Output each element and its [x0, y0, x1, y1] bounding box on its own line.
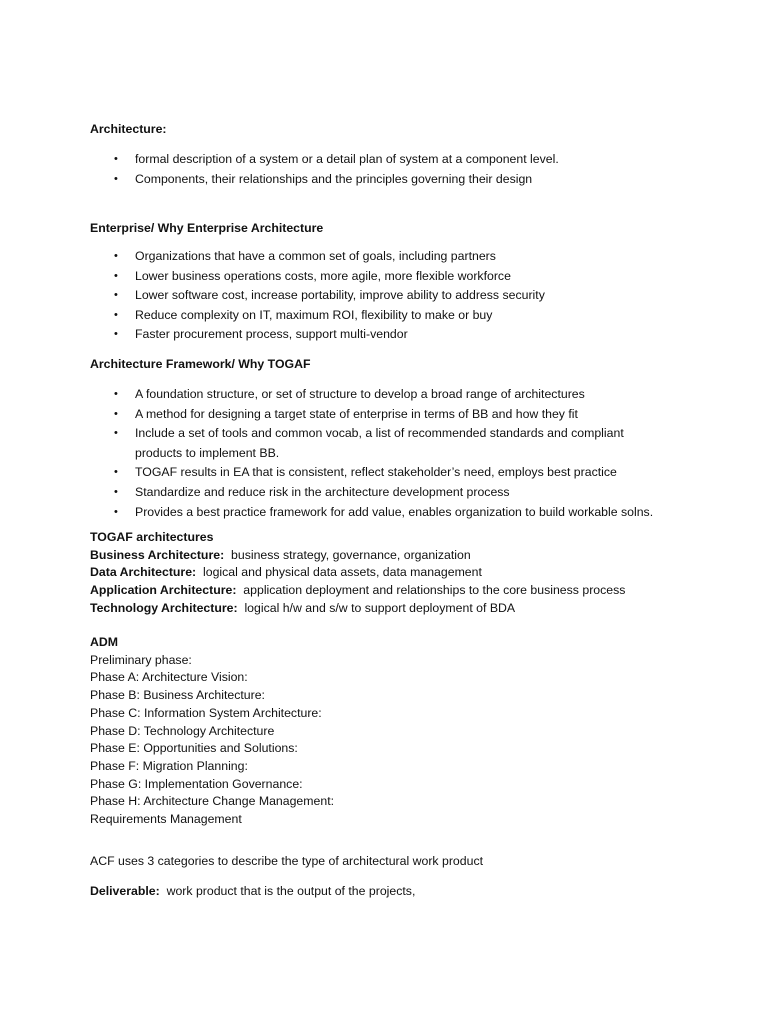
bullet-icon: •: [114, 269, 118, 282]
togaf-architectures-section: [90, 529, 708, 618]
list-item: Phase C: Information System Architecture:: [90, 705, 322, 720]
bullet-icon: •: [114, 388, 118, 400]
adm-heading: ADM: [90, 635, 119, 649]
acf-paragraph: ACF uses 3 categories to describe the type of architectural work product: [90, 854, 484, 868]
list-item: • Organizations that have a common set of goals, including partners: [90, 247, 708, 267]
list-item: • Reduce complexity on IT, maximum ROI, flexibility to make or buy: [90, 306, 708, 326]
list-item: Application Architecture: application deployment and relationships to the core business process: [90, 583, 626, 598]
adm-section: [90, 634, 708, 829]
list-item: Business Architecture: business strategy, governance, organization: [90, 547, 471, 562]
enterprise-bullet-list: [90, 247, 708, 345]
framework-bullet-list: [90, 385, 708, 522]
list-item: Phase H: Architecture Change Management:: [90, 794, 335, 809]
bullet-icon: •: [114, 407, 118, 420]
list-item: • Include a set of tools and common vocab, a list of recommended standards and compliant products to implement BB.: [114, 426, 624, 460]
bullet-icon: •: [114, 328, 118, 341]
list-item: • formal description of a system or a detail plan of system at a component level.: [90, 150, 708, 170]
bullet-icon: •: [114, 289, 118, 302]
list-item: Preliminary phase:: [90, 652, 192, 667]
bullet-icon: •: [114, 250, 118, 262]
list-item: • Faster procurement process, support multi-vendor: [90, 325, 708, 345]
architecture-heading: Architecture:: [90, 122, 167, 136]
list-item: • A method for designing a target state of enterprise in terms of BB and how they fit: [90, 405, 708, 425]
bullet-icon: •: [114, 308, 118, 321]
list-item: Phase B: Business Architecture:: [90, 688, 265, 703]
architecture-bullet-list: [90, 150, 708, 189]
list-item: Data Architecture: logical and physical data assets, data management: [90, 565, 482, 580]
enterprise-heading: Enterprise/ Why Enterprise Architecture: [90, 221, 324, 235]
framework-heading: Architecture Framework/ Why TOGAF: [90, 357, 311, 371]
list-item: Phase A: Architecture Vision:: [90, 670, 248, 685]
list-item: • TOGAF results in EA that is consistent, reflect stakeholder’s need, employs best practice: [90, 463, 708, 483]
deliverable-label: Deliverable:: [90, 884, 160, 898]
bullet-icon: •: [114, 172, 118, 185]
bullet-icon: •: [114, 485, 118, 498]
bullet-icon: •: [114, 505, 118, 518]
list-item: • Lower software cost, increase portability, improve ability to address security: [90, 286, 708, 306]
deliverable-text: work product that is the output of the projects,: [166, 884, 416, 898]
list-item: Phase D: Technology Architecture: [90, 723, 275, 738]
bullet-icon: •: [114, 427, 118, 440]
bullet-icon: •: [114, 153, 118, 165]
bullet-continuation: products to implement BB.: [135, 445, 280, 460]
list-item: • Components, their relationships and the principles governing their design: [90, 170, 708, 190]
list-item: • Lower business operations costs, more agile, more flexible workforce: [90, 267, 708, 287]
list-item: Phase G: Implementation Governance:: [90, 776, 303, 791]
list-item: • A foundation structure, or set of structure to develop a broad range of architectures: [90, 385, 708, 405]
togaf-architectures-heading: TOGAF architectures: [90, 530, 214, 544]
list-item: Requirements Management: [90, 812, 242, 827]
list-item: Technology Architecture: logical h/w and s/w to support deployment of BDA: [90, 600, 516, 615]
deliverable-paragraph: [90, 882, 708, 902]
list-item: Phase F: Migration Planning:: [90, 758, 248, 773]
list-item: • Standardize and reduce risk in the architecture development process: [90, 483, 708, 503]
bullet-icon: •: [114, 466, 118, 479]
list-item: • Provides a best practice framework for add value, enables organization to build workable solns.: [90, 503, 708, 523]
list-item: Phase E: Opportunities and Solutions:: [90, 741, 298, 756]
